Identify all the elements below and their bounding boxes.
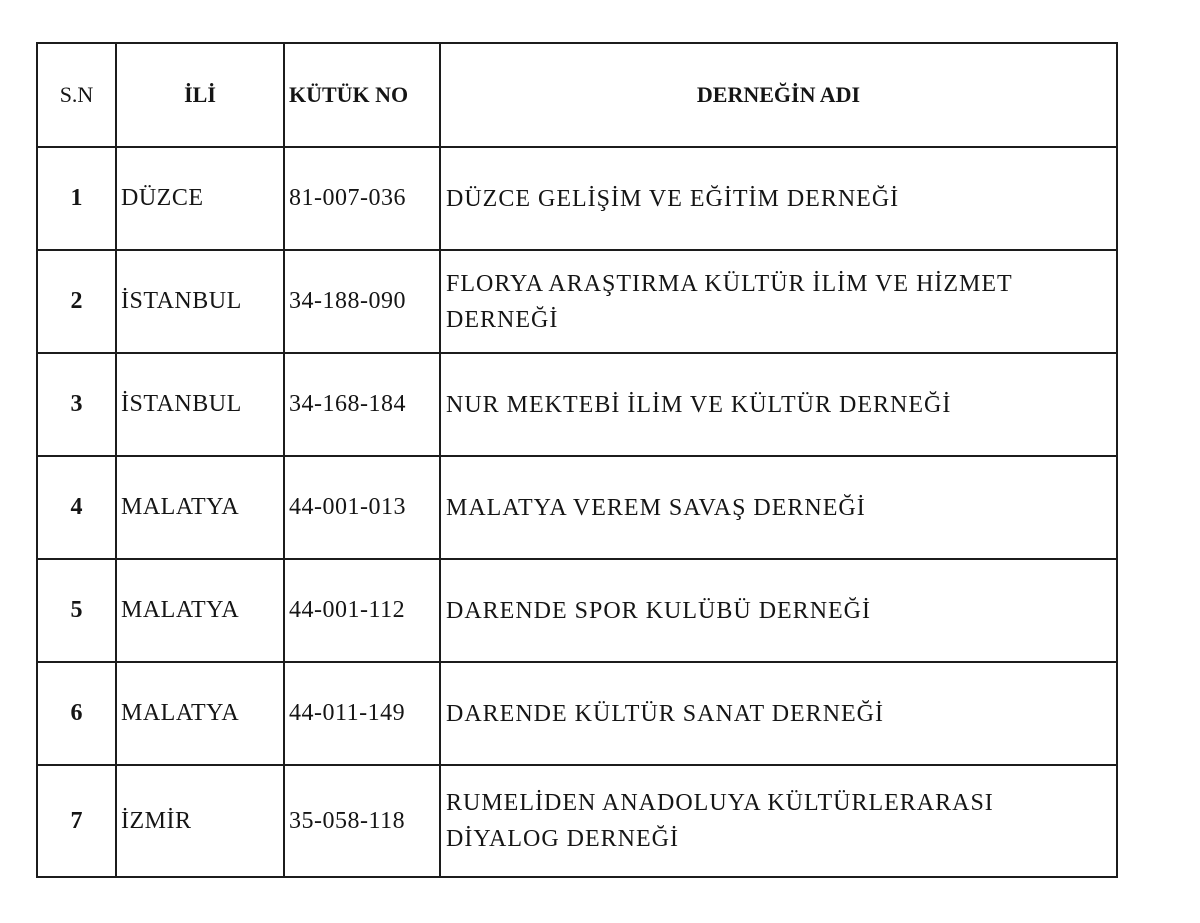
table-row	[37, 662, 1117, 765]
table-row	[37, 147, 1117, 250]
row-number: 4	[37, 456, 116, 559]
association-name-cell: DARENDE KÜLTÜR SANAT DERNEĞİ	[440, 662, 1117, 765]
province-cell: İSTANBUL	[116, 250, 284, 353]
association-name-cell: MALATYA VEREM SAVAŞ DERNEĞİ	[440, 456, 1117, 559]
row-number: 7	[37, 765, 116, 877]
registry-number-cell: 34-188-090	[284, 250, 440, 353]
association-table	[36, 42, 1118, 878]
table-body	[37, 147, 1117, 877]
table-row	[37, 353, 1117, 456]
province-cell: DÜZCE	[116, 147, 284, 250]
association-name-cell: DARENDE SPOR KULÜBÜ DERNEĞİ	[440, 559, 1117, 662]
registry-number-cell: 44-001-013	[284, 456, 440, 559]
row-number: 6	[37, 662, 116, 765]
table-row	[37, 559, 1117, 662]
registry-number-cell: 81-007-036	[284, 147, 440, 250]
row-number: 1	[37, 147, 116, 250]
table-header	[37, 43, 1117, 147]
header-il: İLİ	[116, 43, 284, 147]
registry-number-cell: 35-058-118	[284, 765, 440, 877]
header-sn: S.N	[37, 43, 116, 147]
association-name-cell: DÜZCE GELİŞİM VE EĞİTİM DERNEĞİ	[440, 147, 1117, 250]
province-cell: İZMİR	[116, 765, 284, 877]
row-number: 2	[37, 250, 116, 353]
registry-number-cell: 44-001-112	[284, 559, 440, 662]
registry-number-cell: 44-011-149	[284, 662, 440, 765]
province-cell: MALATYA	[116, 456, 284, 559]
row-number: 5	[37, 559, 116, 662]
table-row	[37, 456, 1117, 559]
association-name-cell: FLORYA ARAŞTIRMA KÜLTÜR İLİM VE HİZMET DERNEĞİ	[440, 250, 1117, 353]
header-row	[37, 43, 1117, 147]
header-kutuk-no: KÜTÜK NO	[284, 43, 440, 147]
table-row	[37, 765, 1117, 877]
header-dernek-adi: DERNEĞİN ADI	[440, 43, 1117, 147]
province-cell: MALATYA	[116, 662, 284, 765]
province-cell: MALATYA	[116, 559, 284, 662]
registry-number-cell: 34-168-184	[284, 353, 440, 456]
row-number: 3	[37, 353, 116, 456]
province-cell: İSTANBUL	[116, 353, 284, 456]
association-name-cell: RUMELİDEN ANADOLUYA KÜLTÜRLERARASI DİYALOG DERNEĞİ	[440, 765, 1117, 877]
table-row	[37, 250, 1117, 353]
association-name-cell: NUR MEKTEBİ İLİM VE KÜLTÜR DERNEĞİ	[440, 353, 1117, 456]
